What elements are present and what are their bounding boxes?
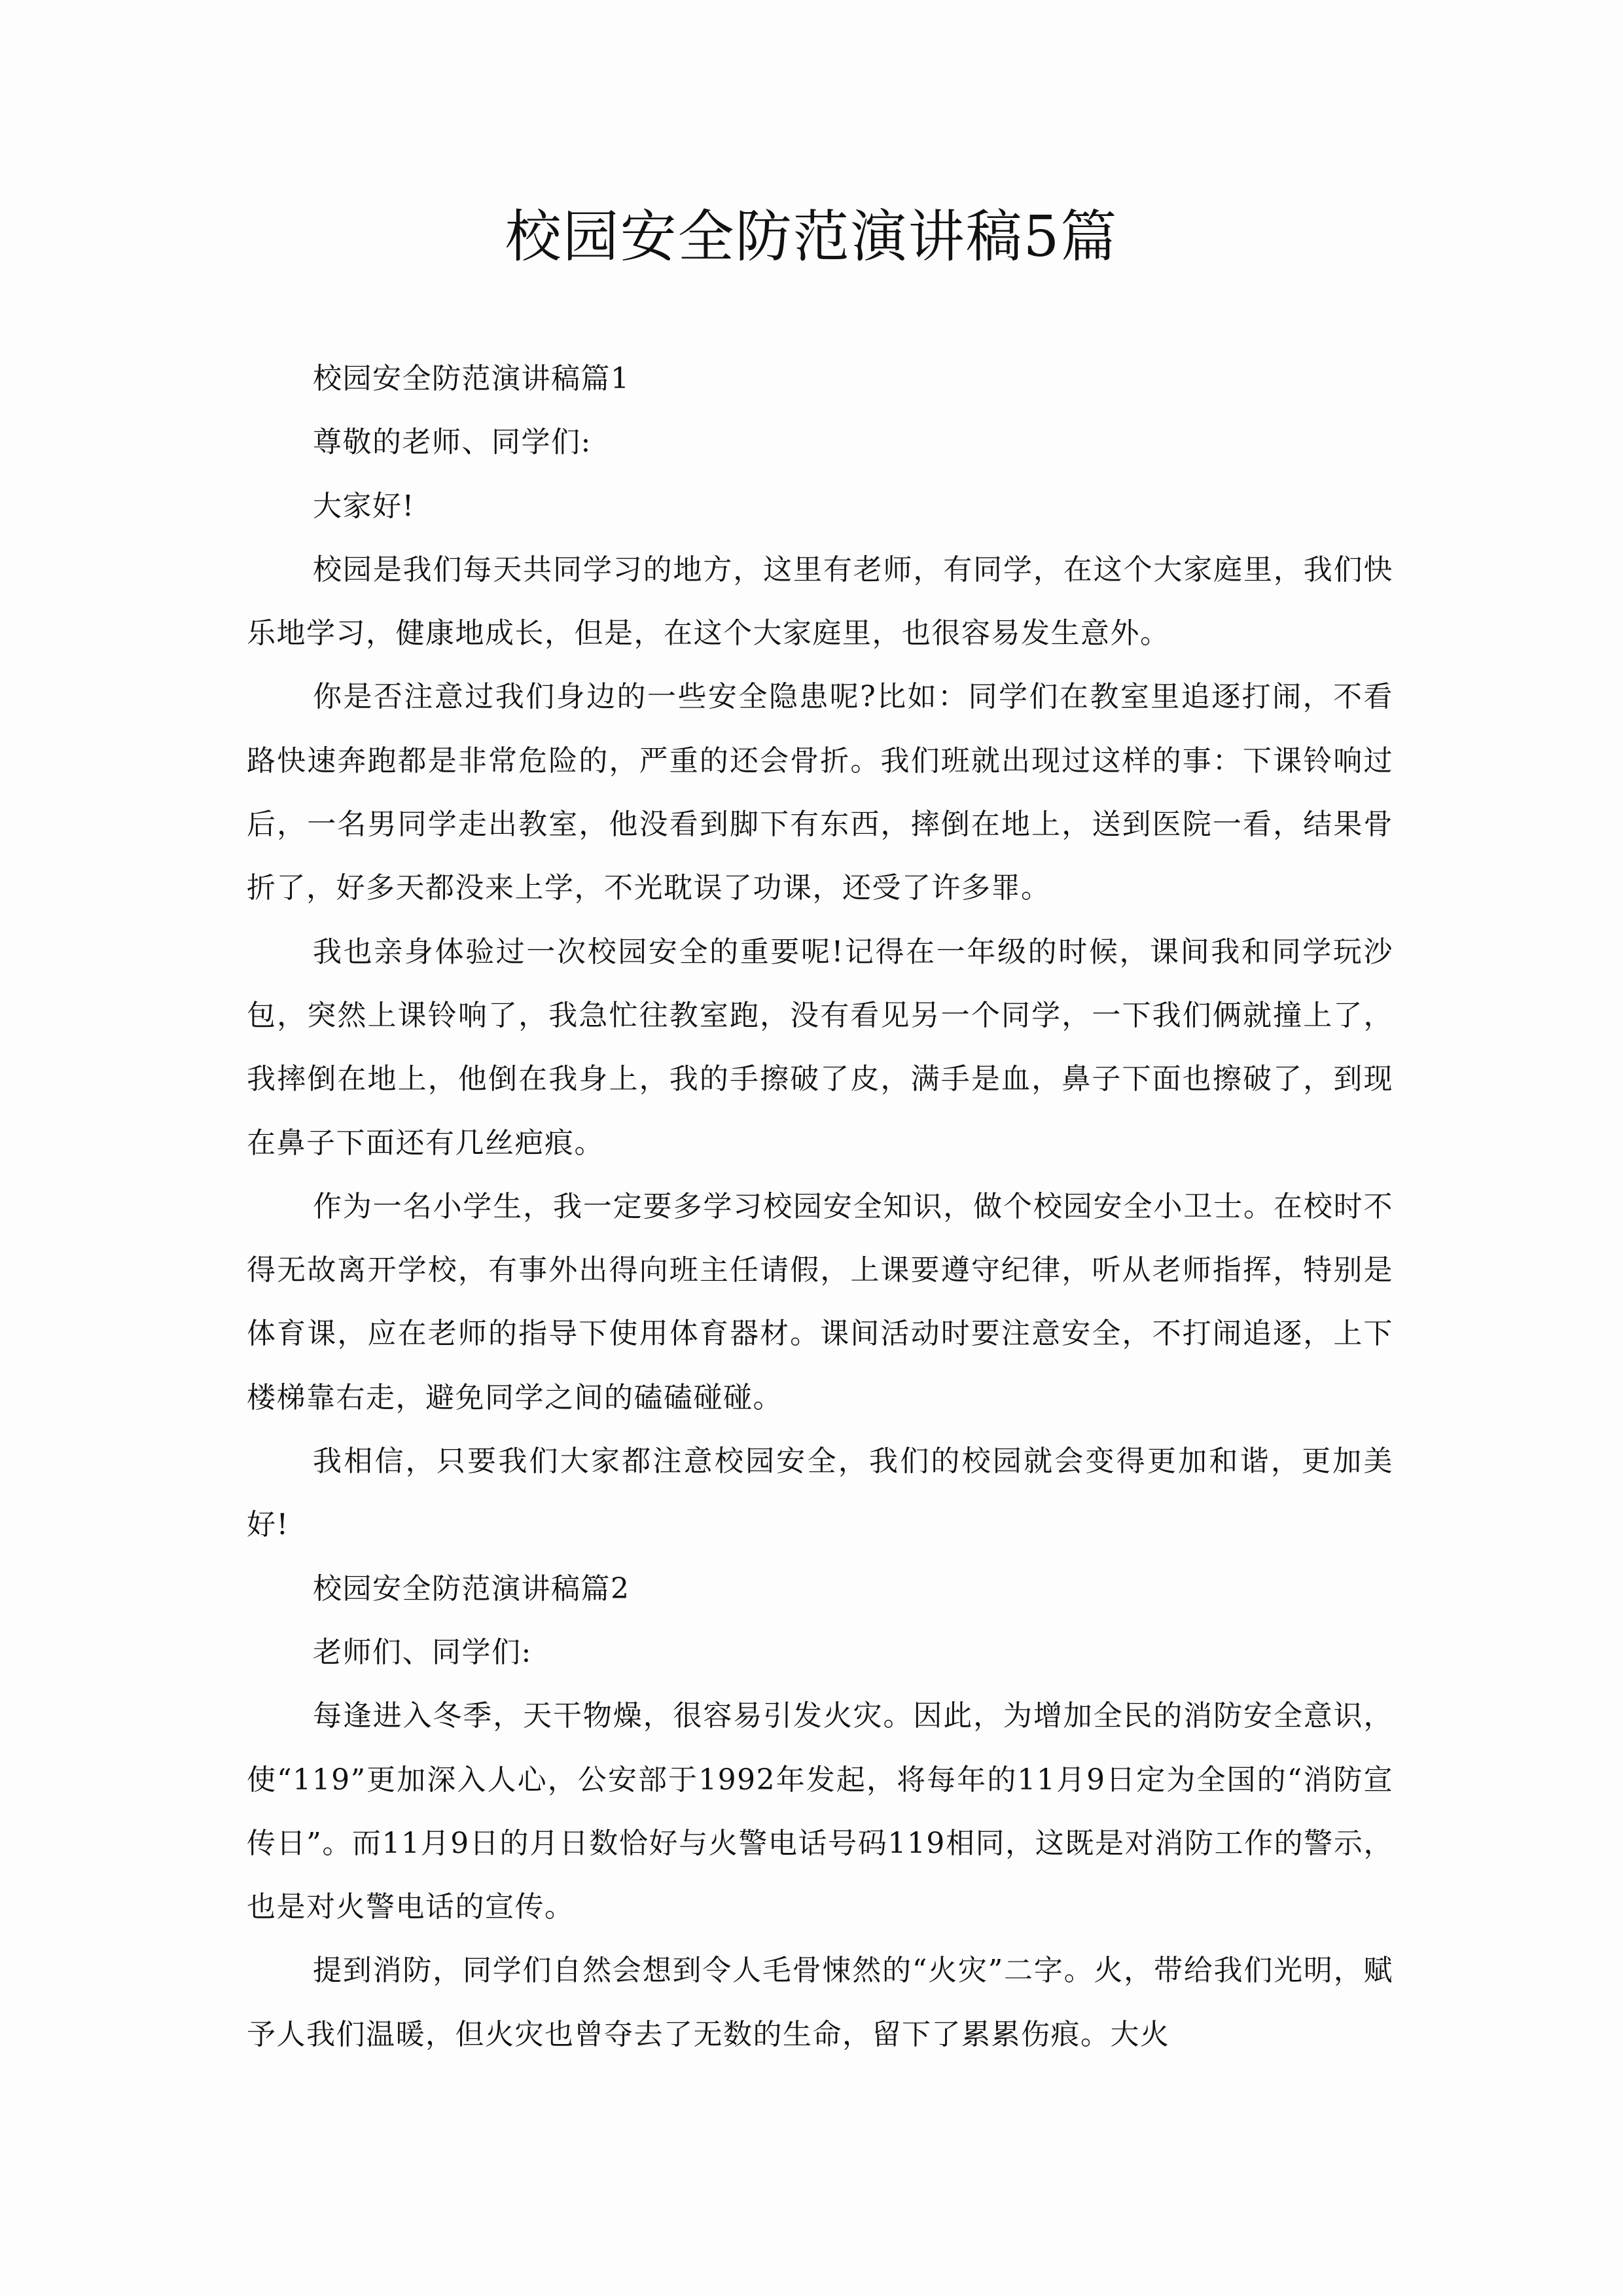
salutation-1: 尊敬的老师、同学们: [313, 425, 592, 459]
paragraph-hazards: 你是否注意过我们身边的一些安全隐患呢?比如：同学们在教室里追逐打闹，不看路快速奔跑都是非常危险的，严重的还会骨折。我们班就出现过这样的事：下课铃响过后，一名男同学走出教室，他没看到脚下有东西，摔倒在地上，送到医院一看，结果骨折了，好多天都没来上学，不光耽误了功课，还受了许多罪。 [247, 680, 1393, 905]
section-heading-2: 校园安全防范演讲稿篇2 [313, 1571, 630, 1605]
paragraph-personal-experience: 我也亲身体验过一次校园安全的重要呢!记得在一年级的时候，课间我和同学玩沙包，突然上课铃响了，我急忙往教室跑，没有看见另一个同学，一下我们俩就撞上了，我摔倒在地上，他倒在我身上，我的手擦破了皮，满手是血，鼻子下面也擦破了，到现在鼻子下面还有几丝疤痕。 [247, 935, 1393, 1160]
section-heading-1: 校园安全防范演讲稿篇1 [313, 362, 630, 395]
salutation-2: 老师们、同学们: [313, 1635, 532, 1669]
paragraph-campus-intro: 校园是我们每天共同学习的地方，这里有老师，有同学，在这个大家庭里，我们快乐地学习，健康地成长，但是，在这个大家庭里，也很容易发生意外。 [247, 552, 1393, 651]
paragraph-student-duties: 作为一名小学生，我一定要多学习校园安全知识，做个校园安全小卫士。在校时不得无故离开学校，有事外出得向班主任请假，上课要遵守纪律，听从老师指挥，特别是体育课，应在老师的指导下使用体育器材。课间活动时要注意安全，不打闹追逐，上下楼梯靠右走，避免同学之间的磕磕碰碰。 [247, 1189, 1393, 1414]
paragraph-fire-danger: 提到消防，同学们自然会想到令人毛骨悚然的“火灾”二字。火，带给我们光明，赋予人我们温暖，但火灾也曾夺去了无数的生命，留下了累累伤痕。大火 [247, 1954, 1393, 2051]
greeting: 大家好! [313, 489, 415, 523]
document-title: 校园安全防范演讲稿5篇 [505, 204, 1118, 270]
paragraph-conclusion-1: 我相信，只要我们大家都注意校园安全，我们的校园就会变得更加和谐，更加美好! [247, 1444, 1393, 1542]
paragraph-fire-day: 每逢进入冬季，天干物燥，很容易引发火灾。因此，为增加全民的消防安全意识，使“119”更加深入人心，公安部于1992年发起，将每年的11月9日定为全国的“消防宣传日”。而11月9日的月日数恰好与火警电话号码119相同，这既是对消防工作的警示，也是对火警电话的宣传。 [247, 1699, 1393, 1924]
document-body [247, 347, 1393, 2066]
